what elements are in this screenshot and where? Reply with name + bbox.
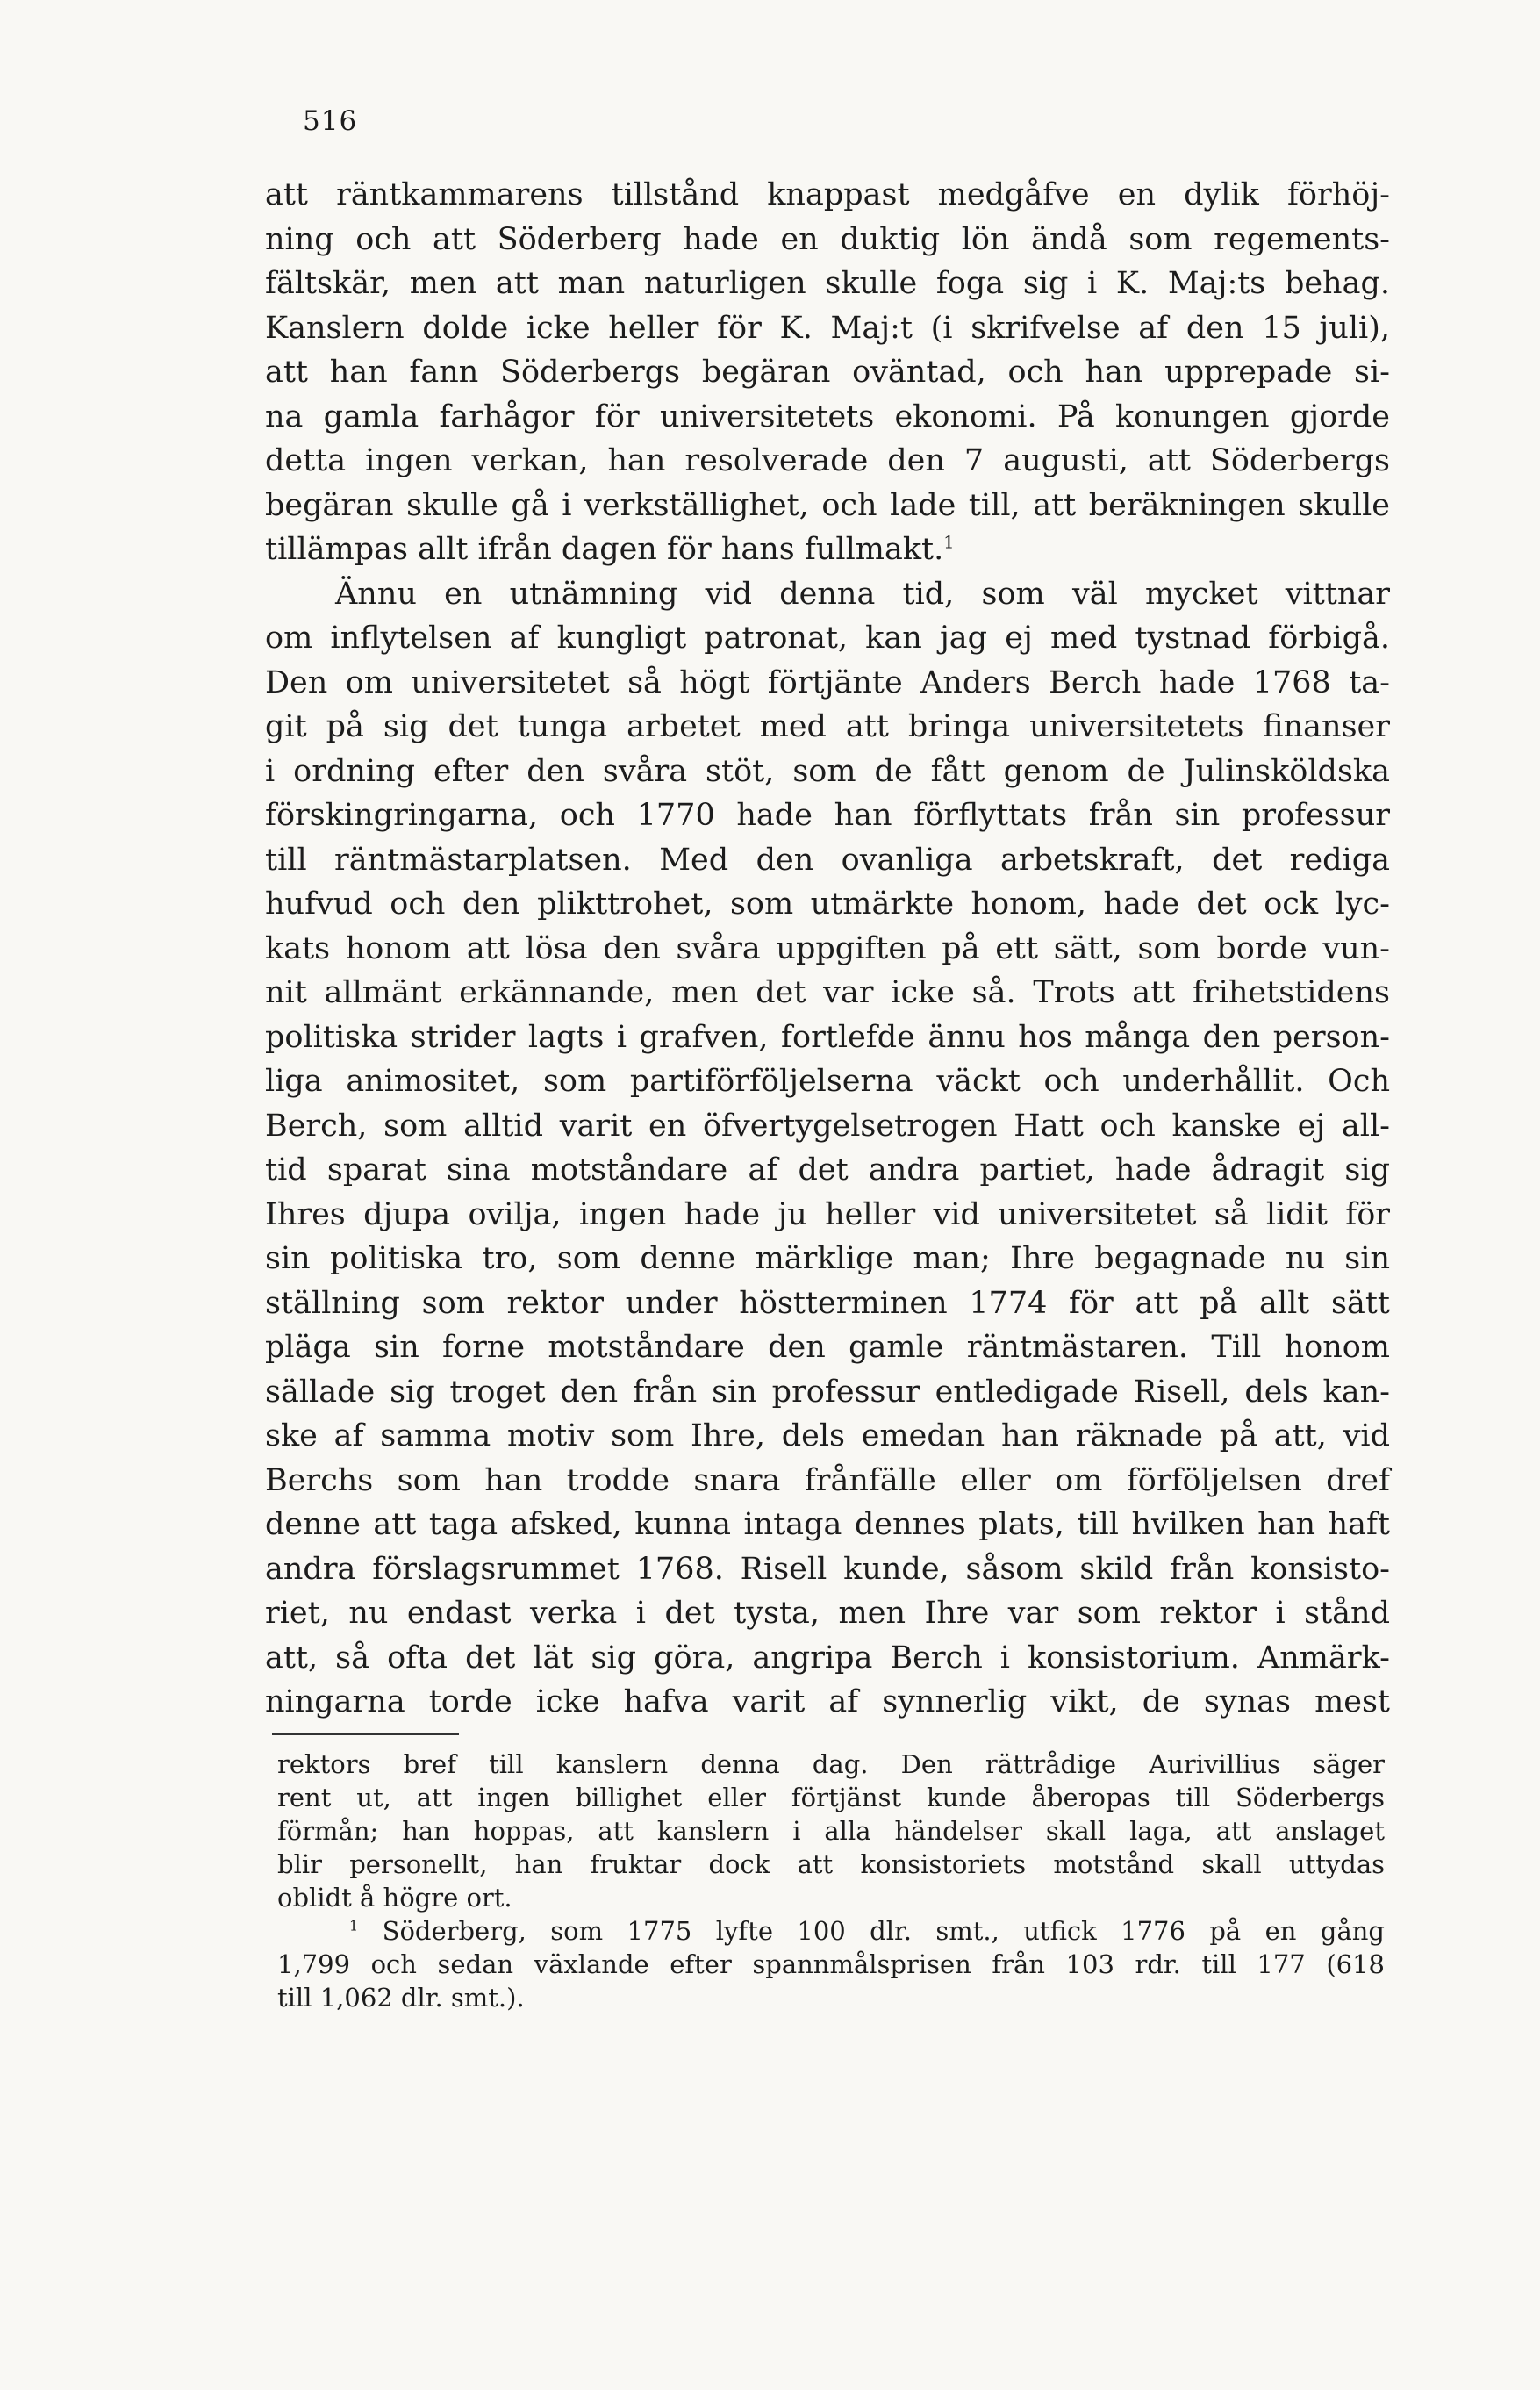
text-line: i ordning efter den svåra stöt, som de fått genom de Julinsköldska bbox=[265, 753, 1390, 789]
page-number: 516 bbox=[303, 105, 358, 137]
text-line: Kanslern dolde icke heller för K. Maj:t (i skrifvelse af den 15 juli), bbox=[265, 310, 1390, 346]
text-line: förskingringarna, och 1770 hade han förflyttats från sin professur bbox=[265, 798, 1390, 833]
text-line: liga animositet, som partiförföljelserna väckt och underhållit. Och bbox=[265, 1064, 1390, 1099]
footnotes bbox=[277, 1748, 1385, 2014]
footnote-marker: 1 bbox=[943, 532, 955, 553]
text-line: politiska strider lagts i grafven, fortlefde ännu hos många den person- bbox=[265, 1019, 1390, 1055]
text-line: sin politiska tro, som denne märklige man; Ihre begagnade nu sin bbox=[265, 1241, 1390, 1276]
footnote-line: förmån; han hoppas, att kanslern i alla händelser skall laga, att anslaget bbox=[277, 1816, 1385, 1846]
text-line: att räntkammarens tillstånd knappast medgåfve en dylik förhöj- bbox=[265, 177, 1390, 212]
footnote-divider bbox=[272, 1733, 459, 1735]
text-line: denne att taga afsked, kunna intaga dennes plats, till hvilken han haft bbox=[265, 1507, 1390, 1542]
text-line: kats honom att lösa den svåra uppgiften på ett sätt, som borde vun- bbox=[265, 930, 1390, 966]
text-line: om inflytelsen af kungligt patronat, kan jag ej med tystnad förbigå. bbox=[265, 621, 1390, 656]
footnote-1-start bbox=[277, 1914, 1385, 1948]
footnote-line: oblidt å högre ort. bbox=[277, 1883, 512, 1913]
text-line: na gamla farhågor för universitetets ekonomi. På konungen gjorde bbox=[265, 398, 1390, 434]
paragraph-start-line: Ännu en utnämning vid denna tid, som väl mycket vittnar bbox=[335, 576, 1390, 612]
text-line: Ihres djupa ovilja, ingen hade ju heller vid universitetet så lidit för bbox=[265, 1196, 1390, 1232]
text-line: riet, nu endast verka i det tysta, men Ihre var som rektor i stånd bbox=[265, 1596, 1390, 1631]
text-line: tid sparat sina motståndare af det andra partiet, hade ådragit sig bbox=[265, 1152, 1390, 1188]
text-line: till räntmästarplatsen. Med den ovanliga arbetskraft, det rediga bbox=[265, 842, 1390, 878]
footnote-line: till 1,062 dlr. smt.). bbox=[277, 1983, 525, 2013]
text-line: att han fann Söderbergs begäran oväntad, och han upprepade si- bbox=[265, 355, 1390, 390]
text-line: detta ingen verkan, han resolverade den 7 augusti, att Söderbergs bbox=[265, 443, 1390, 478]
text-line: hufvud och den plikttrohet, som utmärkte honom, hade det ock lyc- bbox=[265, 886, 1390, 922]
text-line: Berchs som han trodde snara frånfälle eller om förföljelsen dref bbox=[265, 1462, 1390, 1498]
footnote-line: blir personellt, han fruktar dock att konsistoriets motstånd skall uttydas bbox=[277, 1849, 1385, 1879]
footnote-line: 1,799 och sedan växlande efter spannmålsprisen från 103 rdr. till 177 (618 bbox=[277, 1949, 1385, 1979]
footnote-number: 1 bbox=[349, 1917, 359, 1934]
footnote-line: rektors bref till kanslern denna dag. Den rättrådige Aurivillius säger bbox=[277, 1749, 1385, 1779]
text-line: begäran skulle gå i verkställighet, och lade till, att beräkningen skulle bbox=[265, 487, 1390, 523]
text-line: Berch, som alltid varit en öfvertygelsetrogen Hatt och kanske ej all- bbox=[265, 1108, 1390, 1144]
footnote-text: Söderberg, som 1775 lyfte 100 dlr. smt., utfick 1776 på en gång bbox=[382, 1916, 1386, 1946]
text-line: sällade sig troget den från sin professur entledigade Risell, dels kan- bbox=[265, 1374, 1390, 1410]
text-line: ningarna torde icke hafva varit af synnerlig vikt, de synas mest bbox=[265, 1684, 1390, 1719]
text-line: ske af samma motiv som Ihre, dels emedan han räknade på att, vid bbox=[265, 1418, 1390, 1453]
footnote-line: rent ut, att ingen billighet eller förtjänst kunde åberopas till Söderbergs bbox=[277, 1783, 1385, 1812]
text-line: nit allmänt erkännande, men det var icke så. Trots att frihetstidens bbox=[265, 975, 1390, 1010]
text-line-content: tillämpas allt ifrån dagen för hans fullmakt. bbox=[265, 532, 944, 567]
text-line: ning och att Söderberg hade en duktig lön ändå som regements- bbox=[265, 221, 1390, 257]
main-text bbox=[265, 173, 1390, 1725]
text-line: Den om universitetet så högt förtjänte Anders Berch hade 1768 ta- bbox=[265, 664, 1390, 700]
text-line: git på sig det tunga arbetet med att bringa universitetets finanser bbox=[265, 709, 1390, 744]
text-line: andra förslagsrummet 1768. Risell kunde, såsom skild från konsisto- bbox=[265, 1551, 1390, 1587]
text-line-with-footnote bbox=[265, 528, 1390, 572]
text-line: pläga sin forne motståndare den gamle räntmästaren. Till honom bbox=[265, 1330, 1390, 1365]
text-line: att, så ofta det lät sig göra, angripa Berch i konsistorium. Anmärk- bbox=[265, 1640, 1390, 1676]
text-line: fältskär, men att man naturligen skulle foga sig i K. Maj:ts behag. bbox=[265, 266, 1390, 301]
text-line: ställning som rektor under höstterminen 1774 för att på allt sätt bbox=[265, 1285, 1390, 1321]
